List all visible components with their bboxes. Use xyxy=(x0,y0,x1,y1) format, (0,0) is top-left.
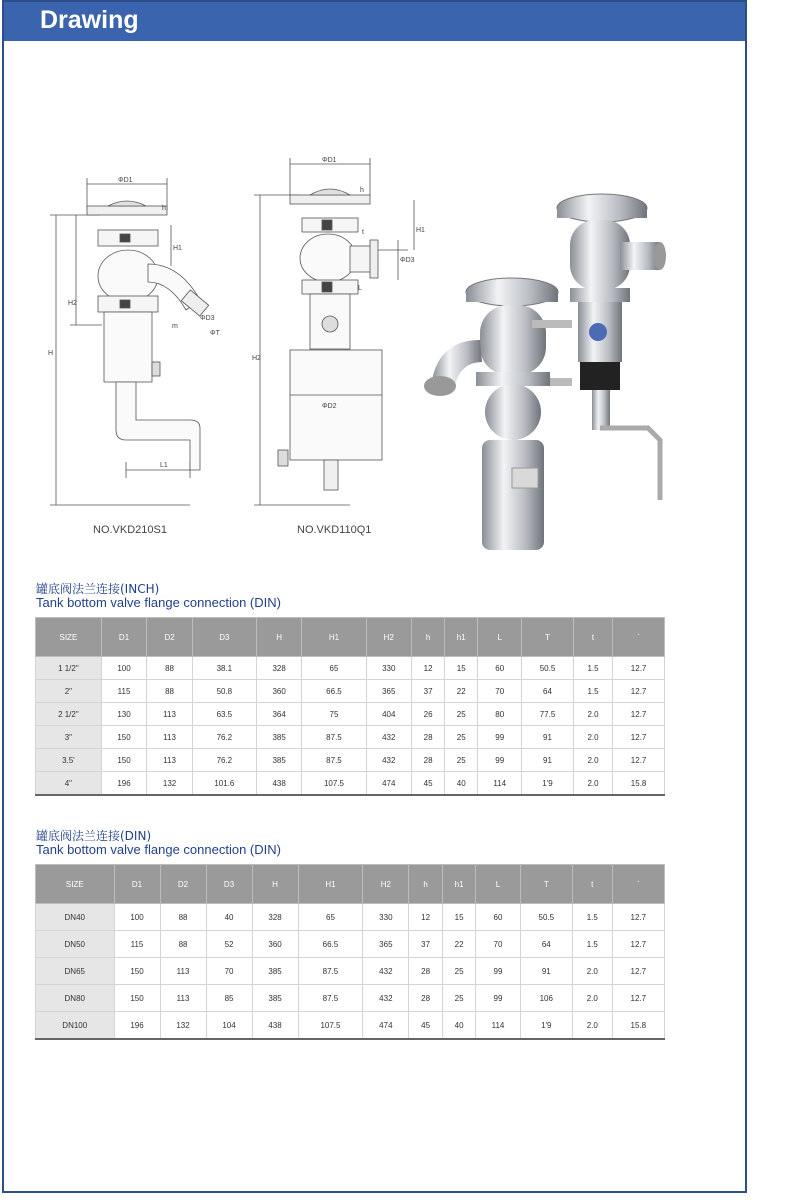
value-cell: 64 xyxy=(520,931,572,958)
table1-spec xyxy=(35,617,665,796)
value-cell: 150 xyxy=(101,726,147,749)
dim-label-h1-right: H1 xyxy=(416,227,425,234)
header-bar xyxy=(4,2,745,41)
value-cell: 1.5 xyxy=(572,904,612,931)
dim-label-m: m xyxy=(172,323,178,330)
column-header: H xyxy=(252,865,298,904)
dim-label-d3: ΦD3 xyxy=(200,315,215,322)
table-row xyxy=(36,985,665,1012)
value-cell: 88 xyxy=(160,931,206,958)
value-cell: 196 xyxy=(114,1012,160,1040)
value-cell: 432 xyxy=(363,958,409,985)
value-cell: 99 xyxy=(476,958,520,985)
size-cell: DN80 xyxy=(36,985,115,1012)
caption-vkd210s1: NO.VKD210S1 xyxy=(93,524,167,536)
size-cell: DN65 xyxy=(36,958,115,985)
value-cell: 432 xyxy=(366,749,412,772)
size-cell: DN40 xyxy=(36,904,115,931)
dim-label-h-right: h xyxy=(360,187,364,194)
column-header: h1 xyxy=(442,865,475,904)
dim-label-h2-right: H2 xyxy=(252,355,261,362)
value-cell: 1'9 xyxy=(520,1012,572,1040)
table2-header-row xyxy=(36,865,665,904)
value-cell: 1.5 xyxy=(573,680,612,703)
value-cell: 37 xyxy=(412,680,445,703)
column-header: h xyxy=(412,618,445,657)
value-cell: 76.2 xyxy=(192,726,256,749)
column-header: H1 xyxy=(298,865,363,904)
value-cell: 87.5 xyxy=(302,726,366,749)
value-cell: 88 xyxy=(160,904,206,931)
column-header: ` xyxy=(613,618,665,657)
size-cell: 2 1/2" xyxy=(36,703,102,726)
value-cell: 15 xyxy=(442,904,475,931)
value-cell: 99 xyxy=(476,985,520,1012)
value-cell: 50.5 xyxy=(520,904,572,931)
page-title: Drawing xyxy=(40,6,139,34)
dim-label-h1: H1 xyxy=(173,245,182,252)
value-cell: 365 xyxy=(366,680,412,703)
value-cell: 80 xyxy=(478,703,522,726)
value-cell: 130 xyxy=(101,703,147,726)
value-cell: 107.5 xyxy=(302,772,366,796)
table-row xyxy=(36,772,665,796)
value-cell: 2.0 xyxy=(572,1012,612,1040)
value-cell: 70 xyxy=(478,680,522,703)
value-cell: 328 xyxy=(256,657,302,680)
value-cell: 150 xyxy=(114,985,160,1012)
value-cell: 70 xyxy=(206,958,252,985)
value-cell: 25 xyxy=(442,958,475,985)
column-header: SIZE xyxy=(36,865,115,904)
column-header: L xyxy=(476,865,520,904)
column-header: SIZE xyxy=(36,618,102,657)
column-header: H2 xyxy=(366,618,412,657)
value-cell: 1.5 xyxy=(573,657,612,680)
value-cell: 87.5 xyxy=(302,749,366,772)
value-cell: 132 xyxy=(160,1012,206,1040)
value-cell: 107.5 xyxy=(298,1012,363,1040)
value-cell: 70 xyxy=(476,931,520,958)
value-cell: 45 xyxy=(412,772,445,796)
table1-title-cn: 罐底阀法兰连接(INCH) xyxy=(36,582,160,596)
dim-label-d2-right: ΦD2 xyxy=(322,403,337,410)
value-cell: 115 xyxy=(101,680,147,703)
table2-title-cn: 罐底阀法兰连接(DIN) xyxy=(36,829,152,843)
value-cell: 15 xyxy=(445,657,478,680)
value-cell: 404 xyxy=(366,703,412,726)
value-cell: 12.7 xyxy=(613,703,665,726)
drawing-vkd110q1 xyxy=(250,150,430,515)
value-cell: 432 xyxy=(363,985,409,1012)
dim-label-l1: L1 xyxy=(160,462,168,469)
value-cell: 438 xyxy=(252,1012,298,1040)
value-cell: 196 xyxy=(101,772,147,796)
value-cell: 132 xyxy=(147,772,193,796)
value-cell: 88 xyxy=(147,680,193,703)
value-cell: 12 xyxy=(412,657,445,680)
column-header: t xyxy=(573,618,612,657)
dim-label-d3-right: ΦD3 xyxy=(400,257,415,264)
value-cell: 328 xyxy=(252,904,298,931)
caption-vkd110q1: NO.VKD110Q1 xyxy=(297,524,372,536)
value-cell: 474 xyxy=(366,772,412,796)
value-cell: 1'9 xyxy=(522,772,574,796)
value-cell: 113 xyxy=(147,703,193,726)
value-cell: 66.5 xyxy=(298,931,363,958)
dim-label-t-right: t xyxy=(362,229,364,236)
value-cell: 26 xyxy=(412,703,445,726)
value-cell: 385 xyxy=(252,958,298,985)
value-cell: 106 xyxy=(520,985,572,1012)
value-cell: 12.7 xyxy=(612,931,664,958)
value-cell: 91 xyxy=(520,958,572,985)
column-header: H xyxy=(256,618,302,657)
value-cell: 15.8 xyxy=(612,1012,664,1040)
size-cell: 2" xyxy=(36,680,102,703)
table2-spec xyxy=(35,864,665,1040)
value-cell: 38.1 xyxy=(192,657,256,680)
table-row xyxy=(36,726,665,749)
value-cell: 114 xyxy=(478,772,522,796)
value-cell: 12.7 xyxy=(612,958,664,985)
value-cell: 114 xyxy=(476,1012,520,1040)
value-cell: 113 xyxy=(147,749,193,772)
value-cell: 40 xyxy=(442,1012,475,1040)
value-cell: 99 xyxy=(478,726,522,749)
value-cell: 63.5 xyxy=(192,703,256,726)
size-cell: 4" xyxy=(36,772,102,796)
value-cell: 25 xyxy=(442,985,475,1012)
value-cell: 25 xyxy=(445,726,478,749)
value-cell: 87.5 xyxy=(298,958,363,985)
dim-label-h: h xyxy=(162,205,166,212)
value-cell: 385 xyxy=(256,749,302,772)
column-header: D1 xyxy=(114,865,160,904)
value-cell: 40 xyxy=(445,772,478,796)
value-cell: 2.0 xyxy=(573,703,612,726)
value-cell: 360 xyxy=(256,680,302,703)
table-row xyxy=(36,1012,665,1040)
value-cell: 77.5 xyxy=(522,703,574,726)
value-cell: 91 xyxy=(522,726,574,749)
value-cell: 113 xyxy=(147,726,193,749)
value-cell: 75 xyxy=(302,703,366,726)
value-cell: 28 xyxy=(412,726,445,749)
value-cell: 113 xyxy=(160,958,206,985)
table2-title-en: Tank bottom valve flange connection (DIN) xyxy=(36,842,281,857)
drawing-vkd210s1 xyxy=(40,170,230,515)
table-row xyxy=(36,931,665,958)
column-header: T xyxy=(520,865,572,904)
value-cell: 52 xyxy=(206,931,252,958)
value-cell: 12.7 xyxy=(612,904,664,931)
size-cell: 3.5' xyxy=(36,749,102,772)
table-row xyxy=(36,680,665,703)
column-header: L xyxy=(478,618,522,657)
size-cell: DN100 xyxy=(36,1012,115,1040)
column-header: T xyxy=(522,618,574,657)
value-cell: 88 xyxy=(147,657,193,680)
value-cell: 12.7 xyxy=(612,985,664,1012)
dim-label-t: ΦT xyxy=(210,330,220,337)
value-cell: 45 xyxy=(409,1012,442,1040)
value-cell: 115 xyxy=(114,931,160,958)
value-cell: 365 xyxy=(363,931,409,958)
value-cell: 101.6 xyxy=(192,772,256,796)
value-cell: 113 xyxy=(160,985,206,1012)
size-cell: 1 1/2" xyxy=(36,657,102,680)
dim-label-h2: H2 xyxy=(68,300,77,307)
table2-body xyxy=(36,904,665,1040)
value-cell: 12.7 xyxy=(613,726,665,749)
column-header: h xyxy=(409,865,442,904)
value-cell: 150 xyxy=(114,958,160,985)
table-row xyxy=(36,958,665,985)
dim-label-d1-right: ΦD1 xyxy=(322,157,337,164)
value-cell: 28 xyxy=(409,958,442,985)
value-cell: 364 xyxy=(256,703,302,726)
value-cell: 37 xyxy=(409,931,442,958)
value-cell: 12.7 xyxy=(613,680,665,703)
dim-label-l-right: L xyxy=(358,285,362,292)
value-cell: 385 xyxy=(252,985,298,1012)
column-header: t xyxy=(572,865,612,904)
value-cell: 15.8 xyxy=(613,772,665,796)
table1-header-row xyxy=(36,618,665,657)
value-cell: 2.0 xyxy=(573,772,612,796)
column-header: H2 xyxy=(363,865,409,904)
value-cell: 60 xyxy=(478,657,522,680)
size-cell: 3" xyxy=(36,726,102,749)
value-cell: 474 xyxy=(363,1012,409,1040)
value-cell: 2.0 xyxy=(572,985,612,1012)
value-cell: 40 xyxy=(206,904,252,931)
value-cell: 432 xyxy=(366,726,412,749)
value-cell: 360 xyxy=(252,931,298,958)
value-cell: 87.5 xyxy=(298,985,363,1012)
size-cell: DN50 xyxy=(36,931,115,958)
table1-title-en: Tank bottom valve flange connection (DIN) xyxy=(36,595,281,610)
table-row xyxy=(36,703,665,726)
valve-product-photo xyxy=(420,190,680,555)
value-cell: 1.5 xyxy=(572,931,612,958)
value-cell: 330 xyxy=(366,657,412,680)
table-row xyxy=(36,749,665,772)
value-cell: 65 xyxy=(298,904,363,931)
value-cell: 85 xyxy=(206,985,252,1012)
value-cell: 150 xyxy=(101,749,147,772)
table-row xyxy=(36,904,665,931)
column-header: D3 xyxy=(192,618,256,657)
value-cell: 12.7 xyxy=(613,749,665,772)
value-cell: 50.8 xyxy=(192,680,256,703)
value-cell: 330 xyxy=(363,904,409,931)
column-header: ` xyxy=(612,865,664,904)
column-header: D2 xyxy=(147,618,193,657)
value-cell: 76.2 xyxy=(192,749,256,772)
value-cell: 91 xyxy=(522,749,574,772)
value-cell: 438 xyxy=(256,772,302,796)
value-cell: 2.0 xyxy=(572,958,612,985)
table1-body xyxy=(36,657,665,796)
value-cell: 60 xyxy=(476,904,520,931)
value-cell: 22 xyxy=(445,680,478,703)
column-header: D3 xyxy=(206,865,252,904)
dim-label-d1: ΦD1 xyxy=(118,177,133,184)
value-cell: 2.0 xyxy=(573,749,612,772)
value-cell: 104 xyxy=(206,1012,252,1040)
value-cell: 22 xyxy=(442,931,475,958)
column-header: D2 xyxy=(160,865,206,904)
value-cell: 25 xyxy=(445,749,478,772)
value-cell: 100 xyxy=(114,904,160,931)
column-header: D1 xyxy=(101,618,147,657)
value-cell: 2.0 xyxy=(573,726,612,749)
dim-label-H: H xyxy=(48,350,54,357)
column-header: h1 xyxy=(445,618,478,657)
value-cell: 100 xyxy=(101,657,147,680)
value-cell: 99 xyxy=(478,749,522,772)
value-cell: 12.7 xyxy=(613,657,665,680)
value-cell: 65 xyxy=(302,657,366,680)
value-cell: 25 xyxy=(445,703,478,726)
column-header: H1 xyxy=(302,618,366,657)
value-cell: 66.5 xyxy=(302,680,366,703)
table-row xyxy=(36,657,665,680)
value-cell: 12 xyxy=(409,904,442,931)
value-cell: 385 xyxy=(256,726,302,749)
value-cell: 64 xyxy=(522,680,574,703)
value-cell: 28 xyxy=(412,749,445,772)
value-cell: 50.5 xyxy=(522,657,574,680)
value-cell: 28 xyxy=(409,985,442,1012)
